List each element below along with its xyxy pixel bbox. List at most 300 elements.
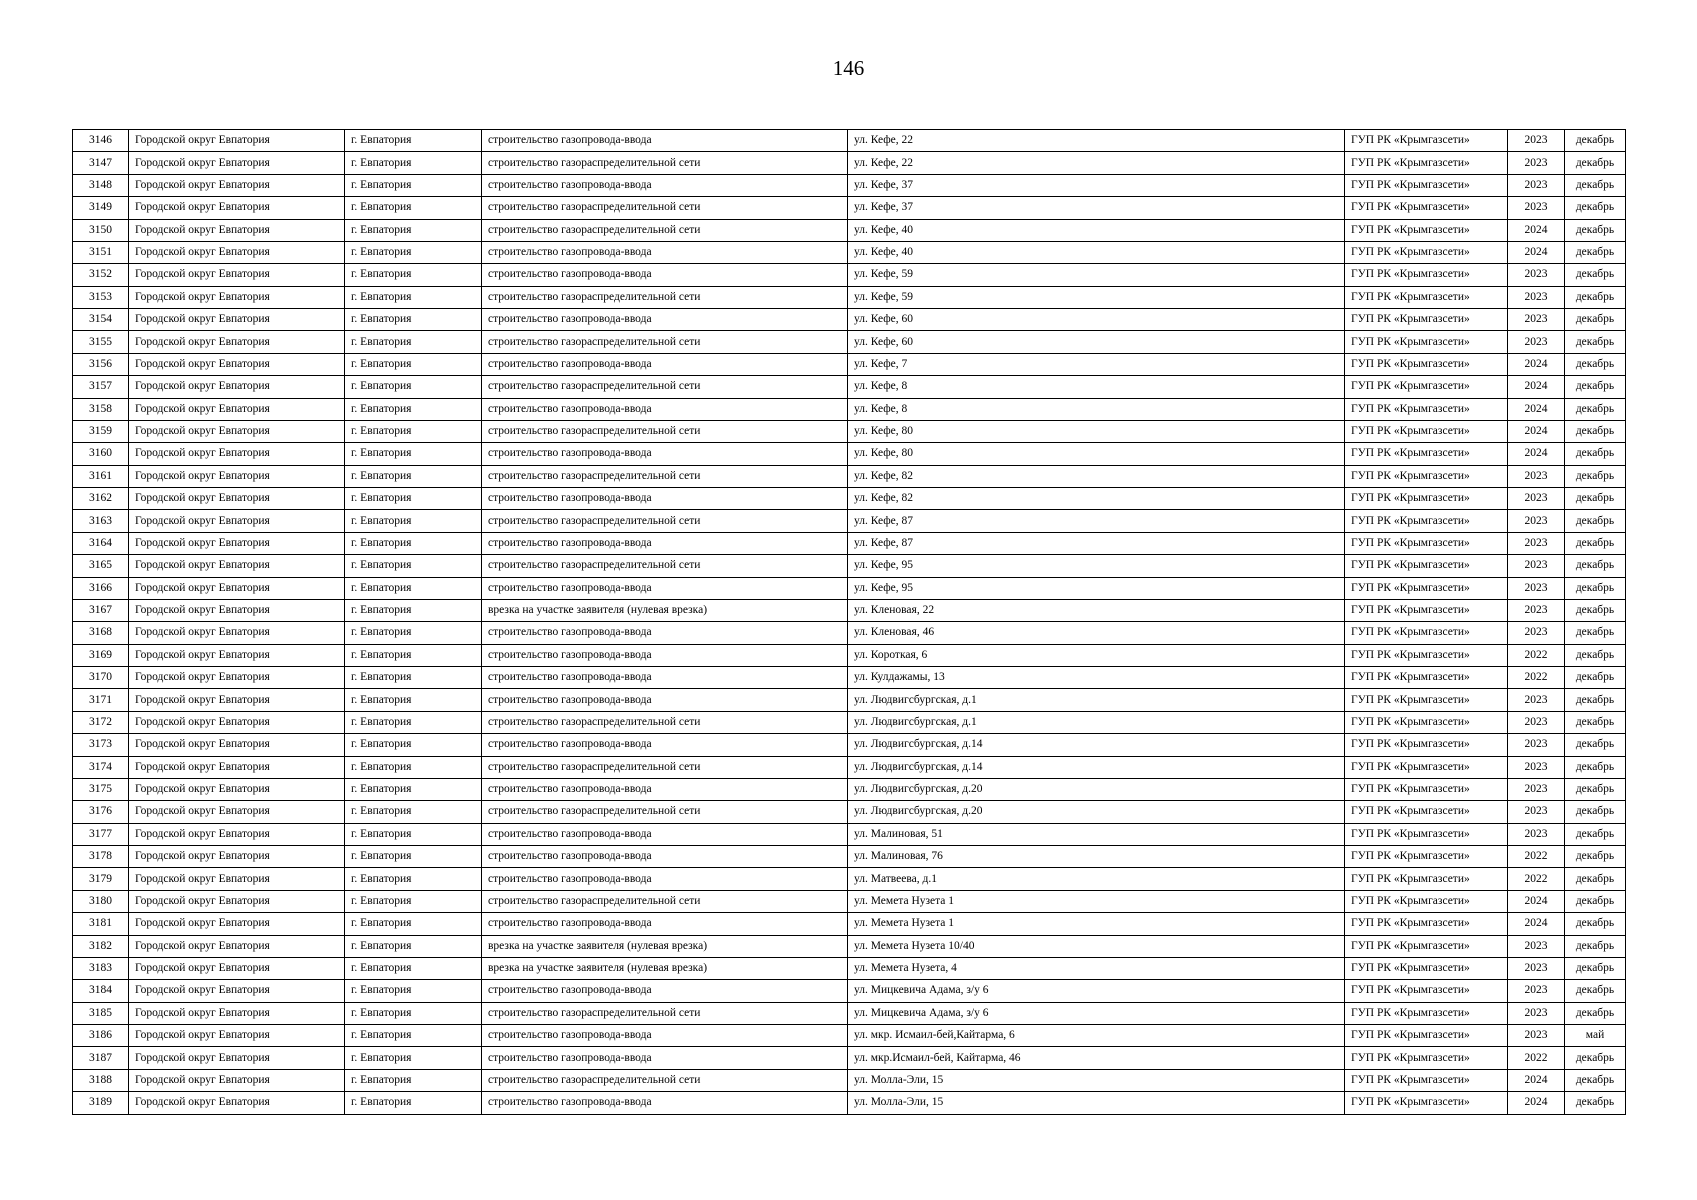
address-cell: ул. Мемета Нузета, 4	[848, 957, 1345, 979]
month-cell: декабрь	[1565, 488, 1626, 510]
city-cell: г. Евпатория	[345, 465, 482, 487]
year-cell: 2024	[1508, 219, 1565, 241]
address-cell: ул. Кефе, 80	[848, 420, 1345, 442]
row-number: 3173	[73, 734, 129, 756]
year-cell: 2023	[1508, 1025, 1565, 1047]
row-number: 3160	[73, 443, 129, 465]
city-cell: г. Евпатория	[345, 689, 482, 711]
row-number: 3166	[73, 577, 129, 599]
work-type-cell: строительство газораспределительной сети	[482, 152, 848, 174]
month-cell: декабрь	[1565, 420, 1626, 442]
year-cell: 2022	[1508, 644, 1565, 666]
month-cell: декабрь	[1565, 130, 1626, 152]
month-cell: декабрь	[1565, 152, 1626, 174]
year-cell: 2023	[1508, 331, 1565, 353]
work-type-cell: строительство газораспределительной сети	[482, 197, 848, 219]
address-cell: ул. Мицкевича Адама, з/у 6	[848, 1002, 1345, 1024]
municipality-cell: Городской округ Евпатория	[129, 443, 345, 465]
city-cell: г. Евпатория	[345, 846, 482, 868]
municipality-cell: Городской округ Евпатория	[129, 152, 345, 174]
year-cell: 2024	[1508, 376, 1565, 398]
city-cell: г. Евпатория	[345, 644, 482, 666]
row-number: 3151	[73, 241, 129, 263]
month-cell: декабрь	[1565, 823, 1626, 845]
municipality-cell: Городской округ Евпатория	[129, 734, 345, 756]
row-number: 3159	[73, 420, 129, 442]
municipality-cell: Городской округ Евпатория	[129, 599, 345, 621]
city-cell: г. Евпатория	[345, 510, 482, 532]
year-cell: 2024	[1508, 443, 1565, 465]
organization-cell: ГУП РК «Крымгазсети»	[1345, 1025, 1508, 1047]
year-cell: 2024	[1508, 398, 1565, 420]
row-number: 3163	[73, 510, 129, 532]
city-cell: г. Евпатория	[345, 801, 482, 823]
address-cell: ул. Кефе, 82	[848, 488, 1345, 510]
row-number: 3153	[73, 286, 129, 308]
work-type-cell: строительство газораспределительной сети	[482, 286, 848, 308]
organization-cell: ГУП РК «Крымгазсети»	[1345, 510, 1508, 532]
work-type-cell: строительство газопровода-ввода	[482, 1025, 848, 1047]
work-type-cell: строительство газопровода-ввода	[482, 353, 848, 375]
municipality-cell: Городской округ Евпатория	[129, 219, 345, 241]
address-cell: ул. Короткая, 6	[848, 644, 1345, 666]
work-type-cell: строительство газораспределительной сети	[482, 420, 848, 442]
organization-cell: ГУП РК «Крымгазсети»	[1345, 465, 1508, 487]
year-cell: 2023	[1508, 778, 1565, 800]
organization-cell: ГУП РК «Крымгазсети»	[1345, 174, 1508, 196]
year-cell: 2023	[1508, 622, 1565, 644]
city-cell: г. Евпатория	[345, 241, 482, 263]
row-number: 3169	[73, 644, 129, 666]
registry-body	[73, 130, 1626, 1115]
year-cell: 2024	[1508, 241, 1565, 263]
municipality-cell: Городской округ Евпатория	[129, 935, 345, 957]
organization-cell: ГУП РК «Крымгазсети»	[1345, 823, 1508, 845]
work-type-cell: строительство газопровода-ввода	[482, 488, 848, 510]
municipality-cell: Городской округ Евпатория	[129, 286, 345, 308]
municipality-cell: Городской округ Евпатория	[129, 264, 345, 286]
month-cell: декабрь	[1565, 443, 1626, 465]
city-cell: г. Евпатория	[345, 532, 482, 554]
year-cell: 2024	[1508, 420, 1565, 442]
table-row	[73, 980, 1626, 1002]
table-row	[73, 868, 1626, 890]
work-type-cell: строительство газораспределительной сети	[482, 711, 848, 733]
municipality-cell: Городской округ Евпатория	[129, 689, 345, 711]
work-type-cell: строительство газопровода-ввода	[482, 1092, 848, 1114]
work-type-cell: строительство газопровода-ввода	[482, 868, 848, 890]
address-cell: ул. Малиновая, 76	[848, 846, 1345, 868]
month-cell: декабрь	[1565, 778, 1626, 800]
address-cell: ул. Мицкевича Адама, з/у 6	[848, 980, 1345, 1002]
year-cell: 2023	[1508, 510, 1565, 532]
municipality-cell: Городской округ Евпатория	[129, 465, 345, 487]
year-cell: 2023	[1508, 130, 1565, 152]
work-type-cell: строительство газопровода-ввода	[482, 734, 848, 756]
work-type-cell: врезка на участке заявителя (нулевая врезка)	[482, 599, 848, 621]
month-cell: декабрь	[1565, 309, 1626, 331]
address-cell: ул. мкр.Исмаил-бей, Кайтарма, 46	[848, 1047, 1345, 1069]
row-number: 3179	[73, 868, 129, 890]
organization-cell: ГУП РК «Крымгазсети»	[1345, 197, 1508, 219]
municipality-cell: Городской округ Евпатория	[129, 130, 345, 152]
month-cell: декабрь	[1565, 644, 1626, 666]
month-cell: декабрь	[1565, 667, 1626, 689]
city-cell: г. Евпатория	[345, 756, 482, 778]
organization-cell: ГУП РК «Крымгазсети»	[1345, 868, 1508, 890]
organization-cell: ГУП РК «Крымгазсети»	[1345, 756, 1508, 778]
month-cell: декабрь	[1565, 219, 1626, 241]
address-cell: ул. Кефе, 87	[848, 532, 1345, 554]
work-type-cell: строительство газопровода-ввода	[482, 309, 848, 331]
work-type-cell: строительство газопровода-ввода	[482, 398, 848, 420]
address-cell: ул. Людвигсбургская, д.1	[848, 711, 1345, 733]
year-cell: 2023	[1508, 823, 1565, 845]
organization-cell: ГУП РК «Крымгазсети»	[1345, 689, 1508, 711]
table-row	[73, 510, 1626, 532]
row-number: 3150	[73, 219, 129, 241]
city-cell: г. Евпатория	[345, 488, 482, 510]
row-number: 3183	[73, 957, 129, 979]
city-cell: г. Евпатория	[345, 376, 482, 398]
address-cell: ул. Кефе, 82	[848, 465, 1345, 487]
city-cell: г. Евпатория	[345, 890, 482, 912]
address-cell: ул. Молла-Эли, 15	[848, 1092, 1345, 1114]
row-number: 3148	[73, 174, 129, 196]
work-type-cell: строительство газопровода-ввода	[482, 823, 848, 845]
address-cell: ул. Кленовая, 46	[848, 622, 1345, 644]
row-number: 3152	[73, 264, 129, 286]
work-type-cell: строительство газопровода-ввода	[482, 644, 848, 666]
table-row	[73, 443, 1626, 465]
address-cell: ул. Кефе, 22	[848, 152, 1345, 174]
city-cell: г. Евпатория	[345, 443, 482, 465]
organization-cell: ГУП РК «Крымгазсети»	[1345, 219, 1508, 241]
organization-cell: ГУП РК «Крымгазсети»	[1345, 846, 1508, 868]
organization-cell: ГУП РК «Крымгазсети»	[1345, 1092, 1508, 1114]
organization-cell: ГУП РК «Крымгазсети»	[1345, 241, 1508, 263]
work-type-cell: строительство газораспределительной сети	[482, 801, 848, 823]
work-type-cell: строительство газораспределительной сети	[482, 1069, 848, 1091]
organization-cell: ГУП РК «Крымгазсети»	[1345, 778, 1508, 800]
table-row	[73, 778, 1626, 800]
organization-cell: ГУП РК «Крымгазсети»	[1345, 667, 1508, 689]
year-cell: 2023	[1508, 465, 1565, 487]
municipality-cell: Городской округ Евпатория	[129, 644, 345, 666]
organization-cell: ГУП РК «Крымгазсети»	[1345, 577, 1508, 599]
organization-cell: ГУП РК «Крымгазсети»	[1345, 644, 1508, 666]
address-cell: ул. Людвигсбургская, д.20	[848, 801, 1345, 823]
table-row	[73, 1002, 1626, 1024]
municipality-cell: Городской округ Евпатория	[129, 711, 345, 733]
table-row	[73, 756, 1626, 778]
year-cell: 2024	[1508, 1069, 1565, 1091]
municipality-cell: Городской округ Евпатория	[129, 1092, 345, 1114]
address-cell: ул. Кефе, 7	[848, 353, 1345, 375]
organization-cell: ГУП РК «Крымгазсети»	[1345, 801, 1508, 823]
city-cell: г. Евпатория	[345, 1047, 482, 1069]
organization-cell: ГУП РК «Крымгазсети»	[1345, 353, 1508, 375]
month-cell: декабрь	[1565, 353, 1626, 375]
municipality-cell: Городской округ Евпатория	[129, 398, 345, 420]
organization-cell: ГУП РК «Крымгазсети»	[1345, 152, 1508, 174]
work-type-cell: строительство газопровода-ввода	[482, 778, 848, 800]
address-cell: ул. Кефе, 95	[848, 577, 1345, 599]
organization-cell: ГУП РК «Крымгазсети»	[1345, 286, 1508, 308]
month-cell: декабрь	[1565, 376, 1626, 398]
city-cell: г. Евпатория	[345, 667, 482, 689]
address-cell: ул. Кефе, 95	[848, 555, 1345, 577]
organization-cell: ГУП РК «Крымгазсети»	[1345, 532, 1508, 554]
row-number: 3186	[73, 1025, 129, 1047]
table-row	[73, 130, 1626, 152]
table-row	[73, 599, 1626, 621]
address-cell: ул. Кефе, 37	[848, 174, 1345, 196]
city-cell: г. Евпатория	[345, 868, 482, 890]
organization-cell: ГУП РК «Крымгазсети»	[1345, 1002, 1508, 1024]
work-type-cell: строительство газопровода-ввода	[482, 130, 848, 152]
work-type-cell: строительство газораспределительной сети	[482, 1002, 848, 1024]
address-cell: ул. Кефе, 40	[848, 241, 1345, 263]
month-cell: май	[1565, 1025, 1626, 1047]
city-cell: г. Евпатория	[345, 174, 482, 196]
table-row	[73, 644, 1626, 666]
organization-cell: ГУП РК «Крымгазсети»	[1345, 1069, 1508, 1091]
organization-cell: ГУП РК «Крымгазсети»	[1345, 980, 1508, 1002]
municipality-cell: Городской округ Евпатория	[129, 555, 345, 577]
work-type-cell: строительство газопровода-ввода	[482, 1047, 848, 1069]
municipality-cell: Городской округ Евпатория	[129, 197, 345, 219]
row-number: 3146	[73, 130, 129, 152]
address-cell: ул. Кефе, 8	[848, 398, 1345, 420]
city-cell: г. Евпатория	[345, 197, 482, 219]
row-number: 3174	[73, 756, 129, 778]
month-cell: декабрь	[1565, 577, 1626, 599]
organization-cell: ГУП РК «Крымгазсети»	[1345, 420, 1508, 442]
city-cell: г. Евпатория	[345, 1069, 482, 1091]
year-cell: 2023	[1508, 711, 1565, 733]
month-cell: декабрь	[1565, 197, 1626, 219]
city-cell: г. Евпатория	[345, 711, 482, 733]
row-number: 3167	[73, 599, 129, 621]
work-type-cell: строительство газопровода-ввода	[482, 532, 848, 554]
month-cell: декабрь	[1565, 980, 1626, 1002]
city-cell: г. Евпатория	[345, 734, 482, 756]
address-cell: ул. Кефе, 60	[848, 309, 1345, 331]
municipality-cell: Городской округ Евпатория	[129, 1025, 345, 1047]
municipality-cell: Городской округ Евпатория	[129, 622, 345, 644]
table-row	[73, 846, 1626, 868]
city-cell: г. Евпатория	[345, 935, 482, 957]
month-cell: декабрь	[1565, 801, 1626, 823]
address-cell: ул. Кефе, 80	[848, 443, 1345, 465]
row-number: 3180	[73, 890, 129, 912]
organization-cell: ГУП РК «Крымгазсети»	[1345, 488, 1508, 510]
year-cell: 2023	[1508, 577, 1565, 599]
year-cell: 2023	[1508, 197, 1565, 219]
year-cell: 2023	[1508, 957, 1565, 979]
work-type-cell: строительство газораспределительной сети	[482, 465, 848, 487]
municipality-cell: Городской округ Евпатория	[129, 577, 345, 599]
year-cell: 2023	[1508, 980, 1565, 1002]
year-cell: 2023	[1508, 1002, 1565, 1024]
year-cell: 2023	[1508, 174, 1565, 196]
city-cell: г. Евпатория	[345, 913, 482, 935]
month-cell: декабрь	[1565, 868, 1626, 890]
city-cell: г. Евпатория	[345, 353, 482, 375]
city-cell: г. Евпатория	[345, 219, 482, 241]
month-cell: декабрь	[1565, 913, 1626, 935]
table-row	[73, 913, 1626, 935]
municipality-cell: Городской округ Евпатория	[129, 957, 345, 979]
work-type-cell: строительство газопровода-ввода	[482, 443, 848, 465]
organization-cell: ГУП РК «Крымгазсети»	[1345, 376, 1508, 398]
organization-cell: ГУП РК «Крымгазсети»	[1345, 1047, 1508, 1069]
table-row	[73, 488, 1626, 510]
work-type-cell: строительство газопровода-ввода	[482, 174, 848, 196]
table-row	[73, 465, 1626, 487]
city-cell: г. Евпатория	[345, 398, 482, 420]
month-cell: декабрь	[1565, 286, 1626, 308]
city-cell: г. Евпатория	[345, 622, 482, 644]
work-type-cell: строительство газораспределительной сети	[482, 756, 848, 778]
month-cell: декабрь	[1565, 846, 1626, 868]
month-cell: декабрь	[1565, 935, 1626, 957]
year-cell: 2023	[1508, 756, 1565, 778]
work-type-cell: строительство газопровода-ввода	[482, 622, 848, 644]
municipality-cell: Городской округ Евпатория	[129, 241, 345, 263]
row-number: 3170	[73, 667, 129, 689]
month-cell: декабрь	[1565, 689, 1626, 711]
row-number: 3175	[73, 778, 129, 800]
organization-cell: ГУП РК «Крымгазсети»	[1345, 890, 1508, 912]
month-cell: декабрь	[1565, 890, 1626, 912]
work-type-cell: врезка на участке заявителя (нулевая врезка)	[482, 957, 848, 979]
table-row	[73, 219, 1626, 241]
city-cell: г. Евпатория	[345, 957, 482, 979]
month-cell: декабрь	[1565, 1002, 1626, 1024]
table-row	[73, 734, 1626, 756]
organization-cell: ГУП РК «Крымгазсети»	[1345, 309, 1508, 331]
address-cell: ул. Кефе, 59	[848, 286, 1345, 308]
municipality-cell: Городской округ Евпатория	[129, 846, 345, 868]
address-cell: ул. Кулдажамы, 13	[848, 667, 1345, 689]
row-number: 3154	[73, 309, 129, 331]
address-cell: ул. Мемета Нузета 1	[848, 913, 1345, 935]
row-number: 3181	[73, 913, 129, 935]
organization-cell: ГУП РК «Крымгазсети»	[1345, 957, 1508, 979]
city-cell: г. Евпатория	[345, 599, 482, 621]
organization-cell: ГУП РК «Крымгазсети»	[1345, 555, 1508, 577]
work-type-cell: строительство газопровода-ввода	[482, 689, 848, 711]
year-cell: 2023	[1508, 599, 1565, 621]
table-row	[73, 689, 1626, 711]
row-number: 3158	[73, 398, 129, 420]
year-cell: 2023	[1508, 488, 1565, 510]
row-number: 3176	[73, 801, 129, 823]
row-number: 3178	[73, 846, 129, 868]
municipality-cell: Городской округ Евпатория	[129, 331, 345, 353]
organization-cell: ГУП РК «Крымгазсети»	[1345, 130, 1508, 152]
year-cell: 2022	[1508, 846, 1565, 868]
municipality-cell: Городской округ Евпатория	[129, 778, 345, 800]
work-type-cell: строительство газораспределительной сети	[482, 219, 848, 241]
work-type-cell: врезка на участке заявителя (нулевая врезка)	[482, 935, 848, 957]
row-number: 3162	[73, 488, 129, 510]
municipality-cell: Городской округ Евпатория	[129, 823, 345, 845]
row-number: 3177	[73, 823, 129, 845]
city-cell: г. Евпатория	[345, 1002, 482, 1024]
address-cell: ул. Людвигсбургская, д.14	[848, 756, 1345, 778]
table-row	[73, 890, 1626, 912]
municipality-cell: Городской округ Евпатория	[129, 532, 345, 554]
city-cell: г. Евпатория	[345, 130, 482, 152]
city-cell: г. Евпатория	[345, 1025, 482, 1047]
address-cell: ул. Мемета Нузета 1	[848, 890, 1345, 912]
organization-cell: ГУП РК «Крымгазсети»	[1345, 734, 1508, 756]
work-type-cell: строительство газопровода-ввода	[482, 667, 848, 689]
table-row	[73, 935, 1626, 957]
city-cell: г. Евпатория	[345, 420, 482, 442]
organization-cell: ГУП РК «Крымгазсети»	[1345, 443, 1508, 465]
work-type-cell: строительство газопровода-ввода	[482, 846, 848, 868]
municipality-cell: Городской округ Евпатория	[129, 1047, 345, 1069]
table-row	[73, 152, 1626, 174]
municipality-cell: Городской округ Евпатория	[129, 1002, 345, 1024]
year-cell: 2023	[1508, 935, 1565, 957]
municipality-cell: Городской округ Евпатория	[129, 890, 345, 912]
address-cell: ул. Кефе, 87	[848, 510, 1345, 532]
municipality-cell: Городской округ Евпатория	[129, 174, 345, 196]
row-number: 3188	[73, 1069, 129, 1091]
month-cell: декабрь	[1565, 264, 1626, 286]
address-cell: ул. Кефе, 40	[848, 219, 1345, 241]
city-cell: г. Евпатория	[345, 152, 482, 174]
year-cell: 2022	[1508, 868, 1565, 890]
work-type-cell: строительство газораспределительной сети	[482, 510, 848, 532]
table-row	[73, 398, 1626, 420]
month-cell: декабрь	[1565, 174, 1626, 196]
city-cell: г. Евпатория	[345, 823, 482, 845]
work-type-cell: строительство газораспределительной сети	[482, 890, 848, 912]
city-cell: г. Евпатория	[345, 1092, 482, 1114]
row-number: 3189	[73, 1092, 129, 1114]
month-cell: декабрь	[1565, 622, 1626, 644]
month-cell: декабрь	[1565, 599, 1626, 621]
table-row	[73, 532, 1626, 554]
address-cell: ул. Кефе, 37	[848, 197, 1345, 219]
month-cell: декабрь	[1565, 1069, 1626, 1091]
organization-cell: ГУП РК «Крымгазсети»	[1345, 711, 1508, 733]
address-cell: ул. Мемета Нузета 10/40	[848, 935, 1345, 957]
table-row	[73, 577, 1626, 599]
row-number: 3187	[73, 1047, 129, 1069]
address-cell: ул. Малиновая, 51	[848, 823, 1345, 845]
year-cell: 2024	[1508, 890, 1565, 912]
year-cell: 2024	[1508, 913, 1565, 935]
row-number: 3157	[73, 376, 129, 398]
year-cell: 2023	[1508, 734, 1565, 756]
year-cell: 2023	[1508, 555, 1565, 577]
year-cell: 2023	[1508, 689, 1565, 711]
organization-cell: ГУП РК «Крымгазсети»	[1345, 331, 1508, 353]
year-cell: 2023	[1508, 801, 1565, 823]
municipality-cell: Городской округ Евпатория	[129, 980, 345, 1002]
month-cell: декабрь	[1565, 756, 1626, 778]
organization-cell: ГУП РК «Крымгазсети»	[1345, 935, 1508, 957]
year-cell: 2023	[1508, 264, 1565, 286]
organization-cell: ГУП РК «Крымгазсети»	[1345, 398, 1508, 420]
